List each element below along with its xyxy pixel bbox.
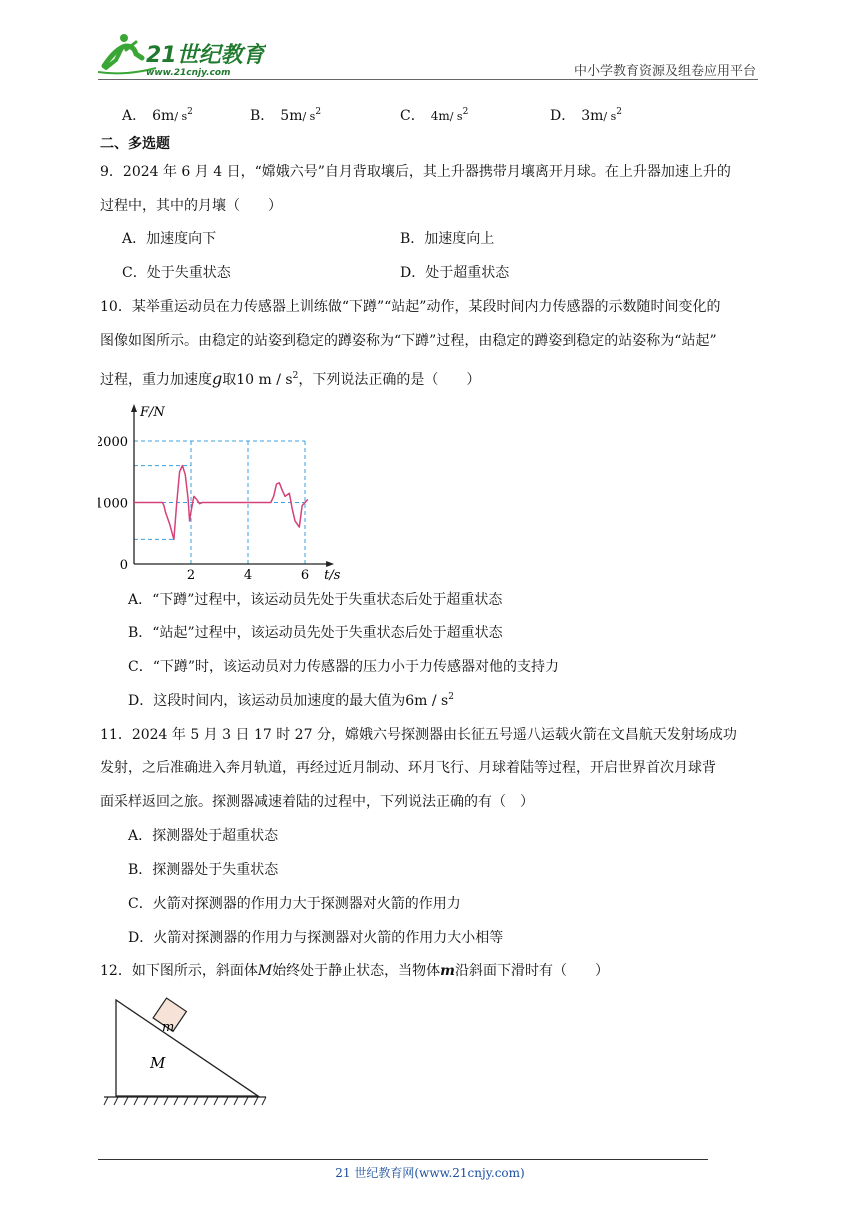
- q11-stem-line2: 发射，之后准确进入奔月轨道，再经过近月制动、环月飞行、月球着陆等过程，开启世界首次月球背: [100, 760, 716, 776]
- q10-option-c: C．“下蹲”时，该运动员对力传感器的压力小于力传感器对他的支持力: [128, 659, 560, 675]
- q11-stem-line1: 11．2024 年 5 月 3 日 17 时 27 分，嫦娥六号探测器由长征五号遥八运载火箭在文昌航天发射场成功: [100, 727, 737, 743]
- q10-stem-line1: 10．某举重运动员在力传感器上训练做“下蹲”“站起”动作，某段时间内力传感器的示数随时间变化的: [100, 299, 721, 315]
- q9-option-a: A．加速度向下: [122, 231, 217, 247]
- q10-option-a: A．“下蹲”过程中，该运动员先处于失重状态后处于超重状态: [128, 592, 503, 608]
- q11-option-c: C．火箭对探测器的作用力大于探测器对火箭的作用力: [128, 896, 461, 912]
- q9-option-c: C．处于失重状态: [122, 265, 231, 281]
- incline-label: M: [150, 1054, 166, 1072]
- q8-option-d: D． 3m/ $s^2$: [550, 107, 623, 124]
- platform-name: 中小学教育资源及组卷应用平台: [573, 64, 756, 79]
- x-tick-label: 6: [300, 568, 310, 583]
- q11-option-d: D．火箭对探测器的作用力与探测器对火箭的作用力大小相等: [128, 930, 504, 946]
- q9-option-b: B．加速度向上: [400, 231, 495, 247]
- ground-hatching: [104, 1097, 266, 1105]
- section-title: 二、多选题: [100, 136, 170, 152]
- x-axis-arrow: [326, 561, 334, 567]
- q10-option-d: D．这段时间内，该运动员加速度的最大值为$6m / s^2$: [128, 692, 454, 709]
- footer-text: 21 世纪教育网(www.21cnjy.com): [335, 1166, 525, 1180]
- q8-option-b: B． 5m/ $s^2$: [250, 107, 322, 124]
- x-axis-label: t/s: [324, 568, 341, 583]
- footer-divider: [98, 1159, 708, 1160]
- q9-option-d: D．处于超重状态: [400, 265, 510, 281]
- q10-option-b: B．“站起”过程中，该运动员先处于失重状态后处于超重状态: [128, 625, 503, 641]
- site-logo: [96, 28, 266, 80]
- x-tick-label: 2: [186, 568, 196, 583]
- q9-stem-line2: 过程中，其中的月壤（ ）: [100, 198, 282, 214]
- incline-diagram: [100, 992, 270, 1110]
- q8-option-a: A． 6m/ $s^2$: [122, 107, 193, 124]
- header-divider: [98, 79, 758, 80]
- q10-stem-line3: 过程，重力加速度g取10 m / $s^2$，下列说法正确的是（ ）: [100, 369, 481, 388]
- logo-text: 21世纪教育: [146, 43, 265, 68]
- q11-stem-line3: 面采样返回之旅。探测器减速着陆的过程中，下列说法正确的有（ ）: [100, 794, 534, 810]
- force-time-chart: [98, 400, 348, 585]
- q12-stem: 12．如下图所示，斜面体M始终处于静止状态，当物体m沿斜面下滑时有（ ）: [100, 963, 609, 979]
- q10-stem-line2: 图像如图所示。由稳定的站姿到稳定的蹲姿称为“下蹲”过程，由稳定的蹲姿到稳定的站姿称为“站起”: [100, 333, 717, 349]
- logo-url: www.21cnjy.com: [146, 68, 231, 78]
- block-label: m: [162, 1020, 175, 1035]
- q9-stem-line1: 9．2024 年 6 月 4 日，“嫦娥六号”自月背取壤后，其上升器携带月壤离开月球。在上升器加速上升的: [100, 164, 731, 180]
- incline-body: [116, 1000, 258, 1096]
- q11-option-a: A．探测器处于超重状态: [128, 828, 279, 844]
- y-axis-label: F/N: [140, 405, 165, 420]
- q8-option-c: C． 4m/ $s^2$: [400, 107, 469, 124]
- y-tick-label: 1000: [98, 496, 128, 512]
- y-axis-arrow: [131, 404, 137, 412]
- x-tick-label: 4: [243, 568, 253, 583]
- y-tick-label: 2000: [98, 435, 128, 450]
- q11-option-b: B．探测器处于失重状态: [128, 862, 279, 878]
- y-tick-label: 0: [119, 558, 128, 573]
